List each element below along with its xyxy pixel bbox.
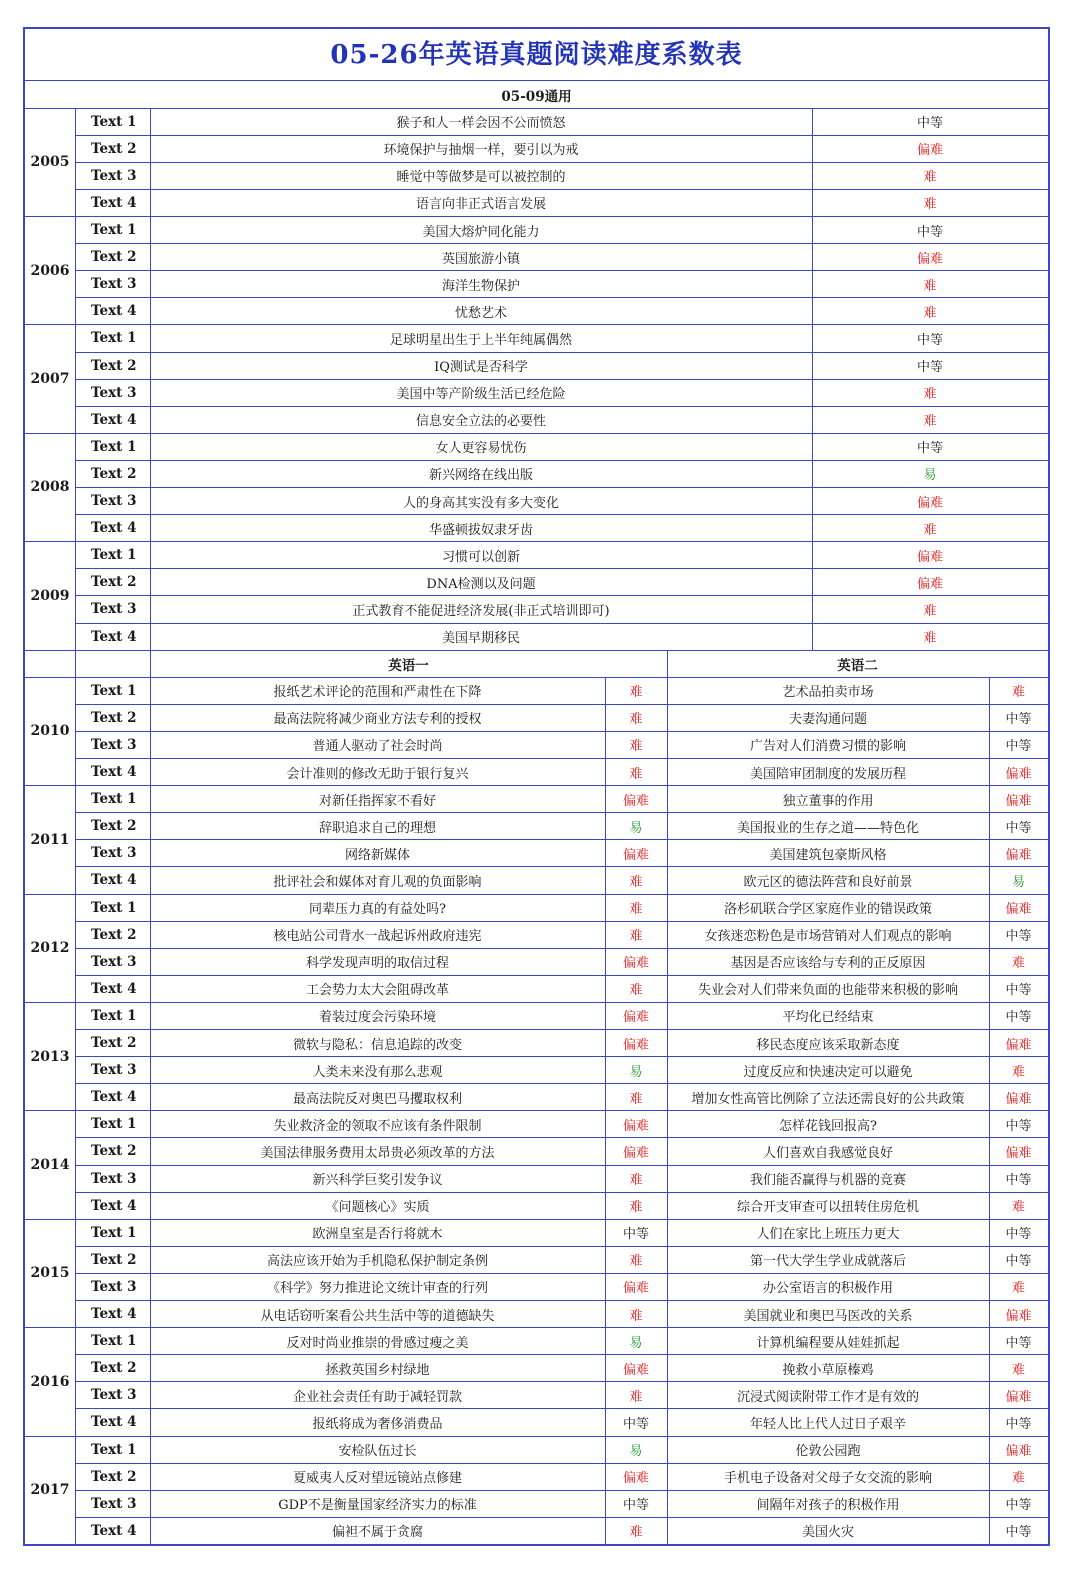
grid-line (150, 894, 151, 1002)
grid-line (667, 894, 668, 1002)
text-label: Text 3 (91, 493, 137, 510)
grid-line (75, 677, 76, 785)
english1-difficulty-cell: 偏难 (622, 793, 649, 809)
text-label: Text 4 (91, 1197, 137, 1214)
english1-difficulty-cell: 中等 (622, 1416, 649, 1432)
english2-difficulty-cell: 偏难 (1005, 793, 1032, 809)
grid-line (75, 894, 76, 1002)
difficulty-cell: 中等 (916, 441, 943, 457)
text-label: Text 1 (91, 1224, 137, 1241)
grid-line (667, 1436, 668, 1544)
text-label: Text 1 (91, 682, 137, 699)
english1-difficulty-cell: 偏难 (622, 1037, 649, 1053)
topic-cell: DNA检测以及问题 (426, 576, 536, 592)
grid-line (989, 677, 990, 785)
grid-line (989, 1219, 990, 1327)
english2-topic-cell: 过度反应和快速决定可以避免 (743, 1064, 913, 1080)
difficulty-cell: 难 (923, 170, 937, 186)
english2-difficulty-cell: 偏难 (1005, 1091, 1032, 1107)
text-label: Text 3 (91, 384, 137, 401)
english1-topic-cell: 核电站公司背水一战起诉州政府违宪 (273, 929, 482, 945)
english2-topic-cell: 增加女性高管比例除了立法还需良好的公共政策 (691, 1091, 965, 1107)
text-label: Text 2 (91, 709, 137, 726)
english1-difficulty-cell: 难 (629, 929, 643, 945)
grid-line (605, 1111, 606, 1219)
english1-topic-cell: 普通人驱动了社会时尚 (312, 739, 443, 755)
text-label: Text 4 (91, 194, 137, 211)
grid-line (605, 894, 606, 1002)
topic-cell: 猴子和人一样会因不公而愤怒 (396, 116, 566, 132)
text-label: Text 3 (91, 953, 137, 970)
english2-difficulty-cell: 难 (1011, 1471, 1025, 1487)
topic-cell: 忧愁艺术 (454, 305, 507, 321)
text-label: Text 1 (91, 1441, 137, 1458)
grid-line (989, 1436, 990, 1544)
english1-difficulty-cell: 难 (629, 1200, 643, 1216)
english2-topic-cell: 挽救小草原榛鸡 (782, 1362, 874, 1378)
english2-difficulty-cell: 偏难 (1005, 902, 1032, 918)
text-label: Text 3 (91, 167, 137, 184)
difficulty-cell: 中等 (916, 360, 943, 376)
difficulty-cell: 难 (923, 387, 937, 403)
grid-line (667, 786, 668, 894)
english2-topic-cell: 基因是否应该给与专利的正反原因 (730, 956, 926, 972)
grid-line (989, 894, 990, 1002)
text-label: Text 2 (91, 140, 137, 157)
topic-cell: 睡觉中等做梦是可以被控制的 (396, 170, 566, 186)
text-label: Text 4 (91, 303, 137, 320)
text-label: Text 4 (91, 872, 137, 889)
grid-line (75, 433, 76, 541)
english2-topic-cell: 沉浸式阅读附带工作才是有效的 (736, 1389, 919, 1405)
english1-topic-cell: GDP不是衡量国家经济实力的标准 (278, 1498, 477, 1514)
english2-topic-cell: 办公室语言的积极作用 (762, 1281, 893, 1297)
english2-difficulty-cell: 难 (1011, 1064, 1025, 1080)
english2-topic-cell: 洛杉矶联合学区家庭作业的错误政策 (723, 902, 932, 918)
english1-difficulty-cell: 难 (629, 739, 643, 755)
english2-topic-cell: 欧元区的德法阵营和良好前景 (743, 874, 913, 890)
grid-line (150, 677, 151, 785)
english2-topic-cell: 美国陪审团制度的发展历程 (749, 766, 906, 782)
english1-difficulty-cell: 易 (629, 1335, 643, 1351)
english2-topic-cell: 人们喜欢自我感觉良好 (762, 1145, 893, 1161)
text-label: Text 3 (91, 1170, 137, 1187)
grid-line (812, 542, 813, 650)
english2-difficulty-cell: 偏难 (1005, 1145, 1032, 1161)
english1-topic-cell: 会计准则的修改无助于银行复兴 (286, 766, 469, 782)
grid-line (812, 325, 813, 433)
english1-difficulty-cell: 易 (629, 820, 643, 836)
difficulty-cell: 偏难 (916, 576, 943, 592)
topic-cell: 环境保护与抽烟一样，要引以为戒 (383, 143, 579, 159)
english2-difficulty-cell: 偏难 (1005, 766, 1032, 782)
english1-topic-cell: 失业救济金的领取不应该有条件限制 (273, 1118, 482, 1134)
english1-topic-cell: 报纸艺术评论的范围和严肃性在下降 (273, 685, 482, 701)
year-cell: 2014 (30, 1156, 70, 1173)
difficulty-table (23, 27, 1050, 1546)
english2-difficulty-cell: 中等 (1005, 1010, 1032, 1026)
grid-line (75, 1111, 76, 1219)
grid-line (75, 1219, 76, 1327)
grid-line (812, 217, 813, 325)
english2-difficulty-cell: 中等 (1005, 1416, 1032, 1432)
english2-topic-cell: 年轻人比上代人过日子艰辛 (749, 1416, 906, 1432)
english1-difficulty-cell: 偏难 (622, 1281, 649, 1297)
topic-cell: 海洋生物保护 (441, 278, 520, 294)
text-label: Text 2 (91, 1360, 137, 1377)
english1-topic-cell: 《问题核心》实质 (325, 1200, 430, 1216)
grid-line (150, 325, 151, 433)
text-label: Text 4 (91, 411, 137, 428)
difficulty-cell: 难 (923, 522, 937, 538)
grid-line (667, 1111, 668, 1219)
year-cell: 2016 (30, 1373, 70, 1390)
english2-difficulty-cell: 中等 (1005, 1118, 1032, 1134)
english1-topic-cell: 拯救英国乡村绿地 (325, 1362, 430, 1378)
english1-topic-cell: 最高法院将减少商业方法专利的授权 (273, 712, 482, 728)
english2-difficulty-cell: 中等 (1005, 983, 1032, 999)
topic-cell: IQ测试是否科学 (434, 360, 528, 376)
year-cell: 2006 (30, 262, 70, 279)
english2-difficulty-cell: 中等 (1005, 820, 1032, 836)
year-cell: 2011 (30, 831, 70, 848)
english2-topic-cell: 手机电子设备对父母子女交流的影响 (723, 1471, 932, 1487)
english1-topic-cell: 着装过度会污染环境 (318, 1010, 436, 1026)
text-label: Text 4 (91, 520, 137, 537)
text-label: Text 2 (91, 574, 137, 591)
text-label: Text 2 (91, 357, 137, 374)
english1-topic-cell: 批评社会和媒体对育儿观的负面影响 (273, 874, 482, 890)
text-label: Text 2 (91, 818, 137, 835)
english2-difficulty-cell: 中等 (1005, 739, 1032, 755)
grid-line (150, 217, 151, 325)
english2-topic-cell: 女孩迷恋粉色是市场营销对人们观点的影响 (704, 929, 952, 945)
english1-topic-cell: 辞职追求自己的理想 (318, 820, 436, 836)
topic-cell: 美国早期移民 (441, 631, 520, 647)
grid-line (667, 1328, 668, 1436)
grid-line (812, 108, 813, 216)
difficulty-cell: 难 (923, 631, 937, 647)
grid-line (150, 786, 151, 894)
grid-line (75, 217, 76, 325)
english2-difficulty-cell: 难 (1011, 685, 1025, 701)
text-label: Text 2 (91, 1143, 137, 1160)
text-label: Text 2 (91, 465, 137, 482)
grid-line (605, 677, 606, 785)
topic-cell: 英国旅游小镇 (441, 251, 520, 267)
difficulty-cell: 难 (923, 603, 937, 619)
english2-difficulty-cell: 偏难 (1005, 1037, 1032, 1053)
english2-topic-cell: 艺术品拍卖市场 (782, 685, 874, 701)
text-label: Text 1 (91, 899, 137, 916)
grid-line (150, 1328, 151, 1436)
english2-topic-cell: 我们能否赢得与机器的竞赛 (749, 1173, 906, 1189)
english2-topic-cell: 间隔年对孩子的积极作用 (756, 1498, 900, 1514)
english1-difficulty-cell: 难 (629, 902, 643, 918)
english1-topic-cell: 美国法律服务费用太昂贵必须改革的方法 (260, 1145, 495, 1161)
english1-difficulty-cell: 难 (629, 1173, 643, 1189)
english2-difficulty-cell: 中等 (1005, 1173, 1032, 1189)
grid-line (75, 542, 76, 650)
year-cell: 2013 (30, 1048, 70, 1065)
difficulty-cell: 难 (923, 197, 937, 213)
text-label: Text 1 (91, 330, 137, 347)
grid-line (150, 650, 151, 677)
english2-topic-cell: 美国报业的生存之道——特色化 (736, 820, 919, 836)
english1-topic-cell: 同辈压力真的有益处吗? (309, 902, 446, 918)
text-label: Text 4 (91, 1414, 137, 1431)
english1-topic-cell: 工会势力太大会阻碍改革 (305, 983, 449, 999)
year-cell: 2010 (30, 723, 70, 740)
english2-difficulty-cell: 中等 (1005, 1525, 1032, 1541)
text-label: Text 3 (91, 1387, 137, 1404)
english2-difficulty-cell: 难 (1011, 956, 1025, 972)
english2-difficulty-cell: 中等 (1005, 1254, 1032, 1270)
grid-line (605, 1328, 606, 1436)
year-cell: 2017 (30, 1482, 70, 1499)
topic-cell: 华盛顿拔奴隶牙齿 (428, 522, 533, 538)
year-cell: 2015 (30, 1265, 70, 1282)
topic-cell: 信息安全立法的必要性 (415, 414, 546, 430)
grid-line (150, 1002, 151, 1110)
english2-difficulty-cell: 易 (1011, 874, 1025, 890)
grid-line (989, 1328, 990, 1436)
text-label: Text 1 (91, 547, 137, 564)
english1-difficulty-cell: 中等 (622, 1498, 649, 1514)
english2-difficulty-cell: 偏难 (1005, 1444, 1032, 1460)
text-label: Text 1 (91, 222, 137, 239)
text-label: Text 1 (91, 1116, 137, 1133)
english2-topic-cell: 移民态度应该采取新态度 (756, 1037, 900, 1053)
grid-line (667, 1002, 668, 1110)
text-label: Text 2 (91, 1251, 137, 1268)
english1-difficulty-cell: 难 (629, 1254, 643, 1270)
english2-topic-cell: 伦敦公园跑 (795, 1444, 861, 1460)
grid-line (150, 108, 151, 216)
english1-difficulty-cell: 难 (629, 1091, 643, 1107)
english1-topic-cell: 夏威夷人反对望远镜站点修建 (292, 1471, 462, 1487)
english1-topic-cell: 报纸将成为奢侈消费品 (312, 1416, 443, 1432)
year-cell: 2012 (30, 940, 70, 957)
common-section-header: 05-09通用 (501, 88, 572, 105)
english2-difficulty-cell: 难 (1011, 1281, 1025, 1297)
text-label: Text 3 (91, 736, 137, 753)
english1-topic-cell: 高法应该开始为手机隐私保护制定条例 (266, 1254, 488, 1270)
english1-topic-cell: 微软与隐私：信息追踪的改变 (292, 1037, 462, 1053)
topic-cell: 人的身高其实没有多大变化 (402, 495, 559, 511)
grid-line (150, 1219, 151, 1327)
english2-difficulty-cell: 偏难 (1005, 1389, 1032, 1405)
grid-line (989, 786, 990, 894)
grid-line (150, 1436, 151, 1544)
english1-topic-cell: 欧洲皇室是否行将就木 (312, 1227, 443, 1243)
english2-difficulty-cell: 偏难 (1005, 1308, 1032, 1324)
grid-line (75, 325, 76, 433)
text-label: Text 1 (91, 438, 137, 455)
text-label: Text 4 (91, 980, 137, 997)
difficulty-cell: 易 (923, 468, 937, 484)
grid-line (989, 1002, 990, 1110)
text-label: Text 2 (91, 1468, 137, 1485)
topic-cell: 语言向非正式语言发展 (415, 197, 546, 213)
text-label: Text 3 (91, 845, 137, 862)
english1-difficulty-cell: 偏难 (622, 1010, 649, 1026)
grid-line (812, 433, 813, 541)
grid-line (75, 786, 76, 894)
difficulty-cell: 难 (923, 278, 937, 294)
english1-topic-cell: 从电话窃听案看公共生活中等的道德缺失 (260, 1308, 495, 1324)
english2-header: 英语二 (837, 657, 878, 674)
text-label: Text 3 (91, 1062, 137, 1079)
topic-cell: 正式教育不能促进经济发展(非正式培训即可) (352, 603, 610, 619)
text-label: Text 2 (91, 1035, 137, 1052)
grid-line (75, 1436, 76, 1544)
text-label: Text 3 (91, 1278, 137, 1295)
grid-line (75, 1002, 76, 1110)
grid-line (605, 1219, 606, 1327)
english1-difficulty-cell: 难 (629, 1389, 643, 1405)
english1-difficulty-cell: 偏难 (622, 956, 649, 972)
difficulty-cell: 难 (923, 414, 937, 430)
english1-difficulty-cell: 偏难 (622, 847, 649, 863)
english1-difficulty-cell: 中等 (622, 1227, 649, 1243)
english2-difficulty-cell: 难 (1011, 1362, 1025, 1378)
text-label: Text 1 (91, 1333, 137, 1350)
text-label: Text 4 (91, 628, 137, 645)
text-label: Text 4 (91, 1089, 137, 1106)
difficulty-cell: 中等 (916, 332, 943, 348)
year-cell: 2007 (30, 371, 70, 388)
topic-cell: 美国中等产阶级生活已经危险 (396, 387, 566, 403)
text-label: Text 4 (91, 1306, 137, 1323)
english2-topic-cell: 广告对人们消费习惯的影响 (749, 739, 906, 755)
english2-difficulty-cell: 中等 (1005, 1227, 1032, 1243)
english1-topic-cell: 《科学》努力推进论文统计审查的行列 (266, 1281, 488, 1297)
english2-topic-cell: 平均化已经结束 (782, 1010, 874, 1026)
topic-cell: 足球明星出生于上半年纯属偶然 (389, 332, 572, 348)
english1-topic-cell: 人类未来没有那么悲观 (312, 1064, 443, 1080)
table-title: 05-26年英语真题阅读难度系数表 (25, 29, 1048, 81)
english2-topic-cell: 人们在家比上班压力更大 (756, 1227, 900, 1243)
text-label: Text 1 (91, 791, 137, 808)
english2-topic-cell: 美国就业和奥巴马医改的关系 (743, 1308, 913, 1324)
english1-difficulty-cell: 偏难 (622, 1118, 649, 1134)
difficulty-cell: 偏难 (916, 495, 943, 511)
english1-topic-cell: 最高法院反对奥巴马攫取权利 (292, 1091, 462, 1107)
english2-topic-cell: 综合开支审查可以扭转住房危机 (736, 1200, 919, 1216)
english2-topic-cell: 第一代大学生学业成就落后 (749, 1254, 906, 1270)
text-label: Text 2 (91, 926, 137, 943)
difficulty-cell: 偏难 (916, 251, 943, 267)
grid-line (150, 1111, 151, 1219)
english2-topic-cell: 夫妻沟通问题 (788, 712, 867, 728)
text-label: Text 1 (91, 113, 137, 130)
english1-difficulty-cell: 难 (629, 1525, 643, 1541)
grid-line (150, 542, 151, 650)
english1-topic-cell: 偏袒不属于贪腐 (331, 1525, 423, 1541)
text-label: Text 3 (91, 276, 137, 293)
english1-topic-cell: 科学发现声明的取信过程 (305, 956, 449, 972)
topic-cell: 美国大熔炉同化能力 (422, 224, 540, 240)
english1-difficulty-cell: 难 (629, 685, 643, 701)
grid-line (605, 786, 606, 894)
grid-line (667, 650, 668, 677)
grid-line (150, 433, 151, 541)
difficulty-cell: 偏难 (916, 143, 943, 159)
year-cell: 2009 (30, 587, 70, 604)
difficulty-cell: 难 (923, 305, 937, 321)
english2-difficulty-cell: 中等 (1005, 929, 1032, 945)
english1-difficulty-cell: 难 (629, 766, 643, 782)
grid-line (75, 1328, 76, 1436)
english1-topic-cell: 安检队伍过长 (338, 1444, 417, 1460)
grid-line (667, 1219, 668, 1327)
english1-header: 英语一 (388, 657, 429, 674)
english1-difficulty-cell: 偏难 (622, 1362, 649, 1378)
english1-topic-cell: 新兴科学巨奖引发争议 (312, 1173, 443, 1189)
english1-difficulty-cell: 偏难 (622, 1145, 649, 1161)
grid-line (75, 650, 76, 677)
text-label: Text 1 (91, 1007, 137, 1024)
english2-difficulty-cell: 中等 (1005, 1498, 1032, 1514)
english2-topic-cell: 美国火灾 (801, 1525, 854, 1541)
text-label: Text 3 (91, 601, 137, 618)
english2-topic-cell: 失业会对人们带来负面的也能带来积极的影响 (697, 983, 958, 999)
topic-cell: 女人更容易忧伤 (435, 441, 527, 457)
english1-topic-cell: 企业社会责任有助于减轻罚款 (292, 1389, 462, 1405)
difficulty-cell: 中等 (916, 224, 943, 240)
english2-difficulty-cell: 偏难 (1005, 847, 1032, 863)
year-cell: 2005 (30, 154, 70, 171)
text-label: Text 3 (91, 1495, 137, 1512)
english1-difficulty-cell: 难 (629, 874, 643, 890)
grid-line (989, 1111, 990, 1219)
english2-topic-cell: 计算机编程要从娃娃抓起 (756, 1335, 900, 1351)
topic-cell: 新兴网络在线出版 (428, 468, 533, 484)
english1-difficulty-cell: 易 (629, 1064, 643, 1080)
difficulty-cell: 偏难 (916, 549, 943, 565)
english2-difficulty-cell: 难 (1011, 1200, 1025, 1216)
difficulty-cell: 中等 (916, 116, 943, 132)
year-cell: 2008 (30, 479, 70, 496)
english2-difficulty-cell: 中等 (1005, 1335, 1032, 1351)
grid-line (667, 677, 668, 785)
grid-line (75, 108, 76, 216)
english1-difficulty-cell: 偏难 (622, 1471, 649, 1487)
english1-difficulty-cell: 难 (629, 1308, 643, 1324)
english1-difficulty-cell: 难 (629, 712, 643, 728)
english1-difficulty-cell: 易 (629, 1444, 643, 1460)
english1-topic-cell: 对新任指挥家不看好 (318, 793, 436, 809)
english1-topic-cell: 反对时尚业推崇的骨感过瘦之美 (286, 1335, 469, 1351)
text-label: Text 4 (91, 764, 137, 781)
grid-line (605, 1436, 606, 1544)
english1-topic-cell: 网络新媒体 (344, 847, 410, 863)
text-label: Text 4 (91, 1522, 137, 1539)
english2-topic-cell: 美国建筑包豪斯风格 (769, 847, 887, 863)
topic-cell: 习惯可以创新 (441, 549, 520, 565)
english1-difficulty-cell: 难 (629, 983, 643, 999)
text-label: Text 2 (91, 249, 137, 266)
english2-topic-cell: 独立董事的作用 (782, 793, 874, 809)
english2-topic-cell: 怎样花钱回报高? (779, 1118, 877, 1134)
grid-line (605, 1002, 606, 1110)
english2-difficulty-cell: 中等 (1005, 712, 1032, 728)
